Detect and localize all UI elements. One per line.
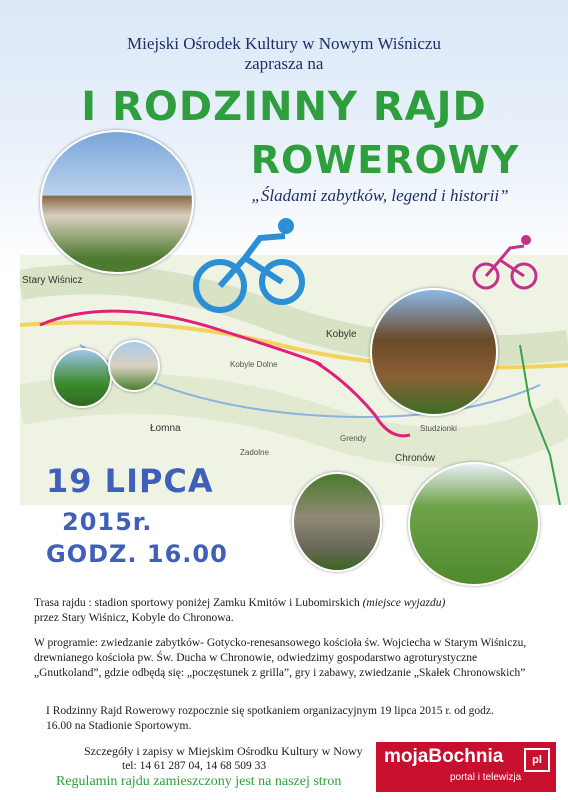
- wooden-church-photo: [370, 288, 498, 416]
- invites-text: zaprasza na: [244, 54, 324, 73]
- map-label-chronow: Chronów: [395, 453, 436, 464]
- small-stadium-photo: [52, 348, 112, 408]
- cyclist-pink-icon: [470, 232, 540, 292]
- event-date: 19 LIPCA: [46, 462, 214, 500]
- event-year: 2015r.: [62, 508, 153, 536]
- mojabochnia-logo[interactable]: [376, 742, 556, 792]
- rocks-photo: [292, 472, 382, 572]
- cyclist-blue-icon: [190, 208, 310, 318]
- route-text: stadion sportowy poniżej Zamku Kmitów i Lubomirskich: [91, 597, 363, 609]
- map-label-stary-wisnicz: Stary Wiśnicz: [22, 275, 83, 286]
- map-label-studzionki: Studzionki: [420, 424, 457, 433]
- contact-info: Szczegóły i zapisy w Miejskim Ośrodku Kultury w Nowy: [84, 744, 363, 758]
- map-label-zadolne: Zadolne: [240, 448, 269, 457]
- title-line-1: I RODZINNY RAJD: [81, 84, 487, 130]
- route-note: (miejsce wyjazdu): [362, 597, 446, 609]
- organizer-header: [0, 34, 568, 74]
- phone-numbers: tel: 14 61 287 04, 14 68 509 33: [122, 760, 267, 772]
- route-line-2: przez Stary Wiśnicz, Kobyle do Chronowa.: [34, 612, 234, 624]
- map-label-kobyle: Kobyle: [326, 329, 357, 340]
- organizer-name: Miejski Ośrodek Kultury w Nowym Wiśniczu: [127, 34, 441, 53]
- map-label-grendy: Grendy: [340, 434, 367, 443]
- logo-subtitle: portal i telewizja: [450, 772, 522, 783]
- logo-brand: mojaBochnia: [384, 746, 504, 767]
- event-time: GODZ. 16.00: [46, 540, 228, 568]
- map-label-lomna: Łomna: [150, 423, 181, 434]
- start-info: I Rodzinny Rajd Rowerowy rozpocznie się spotkaniem organizacyjnym 19 lipca 2015 r. od godz. 16.00 na Stadionie Sportowym.: [46, 705, 494, 732]
- small-castle-photo: [108, 340, 160, 392]
- horses-photo: [408, 462, 540, 586]
- route-label: Trasa rajdu :: [34, 597, 92, 609]
- program-text: W programie: zwiedzanie zabytków- Gotycko-renesansowego kościoła św. Wojciecha w Starym Wiśniczu, drewnianego kościoła pw. Św. Ducha w Chronowie, odwiedzimy gospodarstwo agroturystyczne „Gnutkoland”, gdzie odbędą się: „poczęstunek z grilla”, gry i zabawy, zwiedzanie „Skałek Chronowskich”: [34, 637, 527, 679]
- rules-info: Regulamin rajdu zamieszczony jest na naszej stron: [56, 774, 342, 789]
- route-description: [34, 596, 534, 626]
- motto: „Śladami zabytków, legend i historii”: [251, 186, 509, 205]
- logo-pj: pl: [524, 748, 550, 772]
- map-label-kobyle-dolne: Kobyle Dolne: [230, 360, 278, 369]
- church-photo: [40, 130, 194, 274]
- title-line-2: ROWEROWY: [250, 138, 520, 182]
